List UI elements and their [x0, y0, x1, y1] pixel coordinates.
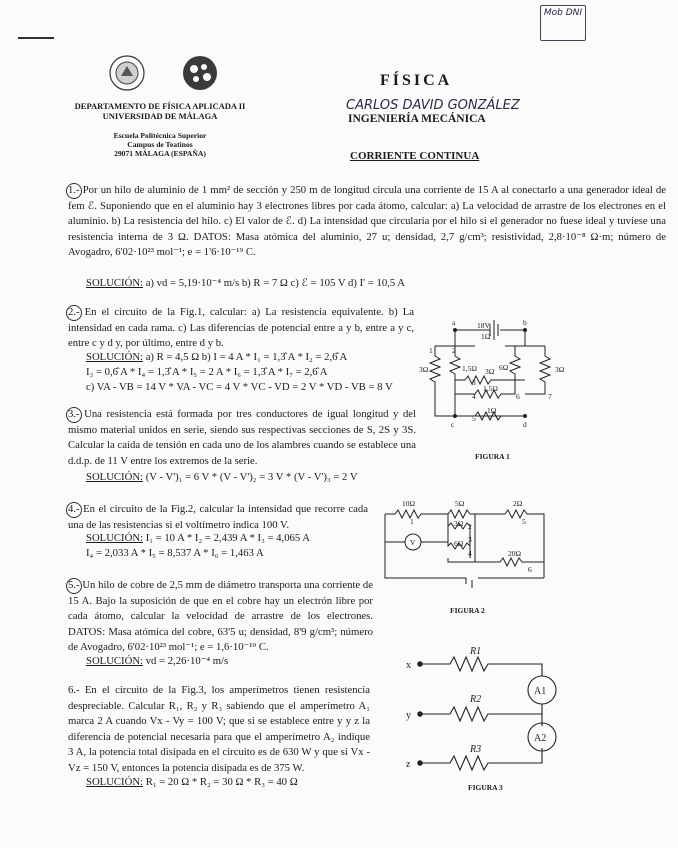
fig3-node-z: z [406, 759, 411, 770]
solution-5 [86, 654, 228, 669]
fig1-label: 1Ω [481, 332, 491, 341]
fig2-branch: 2 [468, 522, 472, 531]
school-block [60, 131, 260, 158]
fig1-node-c: c [451, 420, 455, 429]
solution-label: SOLUCIÓN: [86, 776, 144, 788]
solution-label: SOLUCIÓN: [86, 655, 144, 667]
problem-text: Por un hilo de aluminio de 1 mm² de sección y 250 m de longitud circula una corriente de 15 A al conectarlo a una generador ideal de fem ℰ. Suponiendo que en el aluminio hay 3 electrones libres por cada átomo, calcular: a) La velocidad de arrastre de los electrones en el aluminio. b) La resistencia del hilo. c) El valor de ℰ. d) La intensidad que circularía por el hilo si el generador no fuese ideal y tuviese una resistencia interna de 3 Ω. DATOS: Masa atómica del aluminio, 27 u; densidad, 2,7 g/cm³; resistividad, 2,8·10⁻⁸ Ω·m; número de Avogadro, 6'02·10²³ mol⁻¹; e = 1'6·10⁻¹⁹ C. [68, 184, 667, 258]
problem-text: En el circuito de la Fig.1, calcular: a) La resistencia equivalente. b) La intensidad en cada rama. c) Las diferencias de potencial entre a y b, entre a y c, entre c y d y, por último, entre d y b. [68, 306, 415, 349]
solution-line: a) R = 4,5 Ω b) I = 4 A * I₁ = 1,3̂ A * I₂ = 2,6̂ A [145, 351, 348, 363]
solution-line: c) VA - VB = 14 V * VA - VC = 4 V * VC - VD = 2 V * VD - VB = 8 V [86, 381, 393, 393]
solution-3 [86, 470, 358, 485]
solution-line: I₄ = 2,033 A * I₅ = 8,537 A * I₆ = 1,463 A [86, 547, 264, 559]
problem-text: Una resistencia está formada por tres conductores de igual longitud y del mismo material unidos en serie, siendo sus respectivas secciones de S, 2S y 3S. Calcular la caída de tensión en cada uno de los alambres cuando se establece una d.d.p. de 11 V entre los extremos de la serie. [68, 408, 416, 467]
figure-3-caption: FIGURA 3 [468, 783, 503, 792]
solution-2 [86, 350, 416, 395]
school-line-3: 29071 MÁLAGA (ESPAÑA) [114, 149, 206, 158]
problem-6 [68, 683, 370, 776]
problem-1 [68, 183, 666, 261]
figure-3-circuit [400, 644, 580, 774]
fig1-node-d: d [523, 420, 527, 429]
fig1-branch: 3 [472, 378, 476, 387]
dept-line-2: UNIVERSIDAD DE MÁLAGA [102, 111, 218, 121]
solution-line: a) vd = 5,19·10⁻⁴ m/s b) R = 7 Ω c) ℰ = 105 V d) I' = 10,5 A [145, 277, 405, 289]
fig2-label: 20Ω [508, 549, 522, 558]
department-block [60, 101, 260, 121]
solution-label: SOLUCIÓN: [86, 471, 144, 483]
solution-label: SOLUCIÓN: [86, 277, 144, 289]
problem-text: En el circuito de la Fig.3, los amperímetros tienen resistencia despreciable. Calcular R₁, R₂ y R₃ sabiendo que el amperímetro A₁ marca 2 A cuando Vx - Vy = 100 V; que si se establece entre y y z la diferencia de potencial necesaria para que el amperímetro A₂ indique 3 A, la potencia total disipada en el circuito es de 630 W y que si Vx - Vz = 150 V, entonces la potencia disipada es de 375 W. [68, 684, 371, 774]
solution-1 [86, 276, 405, 291]
figure-1-circuit [415, 316, 575, 436]
fig1-branch: 1 [429, 346, 433, 355]
fig1-label: 1,5Ω [462, 364, 477, 373]
fig3-ammeter-1: A1 [534, 686, 547, 697]
problem-4 [68, 502, 368, 533]
solution-line: vd = 2,26·10⁻⁴ m/s [145, 655, 229, 667]
fig1-node-a: a [452, 318, 456, 327]
fig1-label: 6Ω [499, 363, 509, 372]
university-seal [108, 54, 146, 92]
handwritten-box: Mob DNI [540, 5, 586, 41]
problem-number: 1.- [68, 184, 80, 196]
school-line-1: Escuela Politécnica Superior [113, 131, 207, 140]
solution-line: R₁ = 20 Ω * R₂ = 30 Ω * R₃ = 40 Ω [145, 776, 298, 788]
dept-line-1: DEPARTAMENTO DE FÍSICA APLICADA II [74, 101, 246, 111]
fig1-branch: 6 [516, 392, 520, 401]
fig1-branch: 7 [548, 392, 552, 401]
problem-3 [68, 407, 416, 469]
fig2-voltmeter: V [410, 538, 416, 547]
problem-5 [68, 578, 373, 656]
school-line-2: Campus de Teatinos [127, 140, 193, 149]
fig1-branch: 4 [472, 392, 476, 401]
fig1-label: 3Ω [485, 367, 495, 376]
problem-text: En el circuito de la Fig.2, calcular la intensidad que recorre cada una de las resistencias si el voltímetro indica 100 V. [68, 503, 369, 531]
figure-2-circuit [380, 496, 550, 594]
fig1-label: 3Ω [555, 365, 565, 374]
fig2-branch: 5 [522, 517, 526, 526]
corner-mark [18, 37, 54, 39]
solution-6 [86, 775, 298, 790]
fig2-label: 3Ω [454, 519, 464, 528]
fig1-branch: 2 [452, 346, 456, 355]
fig1-label: 3Ω [419, 365, 429, 374]
section-heading: CORRIENTE CONTINUA [350, 150, 480, 162]
fig3-r1: R1 [470, 646, 482, 657]
fig2-branch: 3 [468, 535, 472, 544]
fig2-label: 6Ω [454, 539, 464, 548]
fig3-node-y: y [406, 710, 411, 721]
fig2-label: 10Ω [402, 499, 416, 508]
fig1-node-b: b [523, 318, 527, 327]
solution-4 [86, 531, 310, 561]
fig1-label: 1Ω [487, 406, 497, 415]
page-title: FÍSICA [380, 72, 453, 89]
problem-number: 2.- [68, 306, 80, 318]
fig1-label: 1,5Ω [483, 384, 498, 393]
fig2-label: 5Ω [455, 499, 465, 508]
problem-text: Un hilo de cobre de 2,5 mm de diámetro transporta una corriente de 15 A. Bajo la suposición de que en el cobre hay un electrón libre por cada átomo, calcular la velocidad de arrastre de los electrones. DATOS: Masa atómica del cobre, 63'5 u; densidad, 8'9 g/cm³; número de Avogadro, 6'02·10²³ mol⁻¹; e = 1,6·10⁻¹⁹ C. [68, 579, 373, 653]
figure-2-caption: FIGURA 2 [450, 606, 485, 615]
solution-line: I₃ = 0,6̂ A * I₄ = 1,3̂ A * I₅ = 2 A * I₆ = 1,3̂ A * I₇ = 2,6̂ A [86, 366, 328, 378]
fig3-r3: R3 [470, 744, 482, 755]
fig3-node-x: x [406, 660, 411, 671]
solution-line: (V - V')₁ = 6 V * (V - V')₂ = 3 V * (V - V')₃ = 2 V [145, 471, 358, 483]
problem-number: 6.- [68, 684, 80, 696]
problem-number: 3.- [68, 408, 80, 420]
fig2-branch: 4 [468, 549, 472, 558]
problem-number: 4.- [68, 503, 80, 515]
fig1-label: 18V [477, 321, 490, 330]
fig2-branch: 6 [528, 565, 532, 574]
student-name: CARLOS DAVID GONZÁLEZ [346, 98, 520, 113]
solution-label: SOLUCIÓN: [86, 532, 144, 544]
problem-number: 5.- [68, 579, 80, 591]
fig1-branch: 5 [472, 414, 476, 423]
fig3-ammeter-2: A2 [534, 733, 547, 744]
fig3-r2: R2 [470, 694, 482, 705]
page-subtitle: INGENIERÍA MECÁNICA [348, 113, 486, 125]
department-logo [180, 55, 220, 91]
solution-line: I₁ = 10 A * I₂ = 2,439 A * I₃ = 4,065 A [145, 532, 311, 544]
solution-label: SOLUCIÓN: [86, 351, 144, 363]
fig2-label: 2Ω [513, 499, 523, 508]
fig2-branch: 1 [410, 517, 414, 526]
figure-1-caption: FIGURA 1 [475, 452, 510, 461]
problem-2 [68, 305, 414, 352]
